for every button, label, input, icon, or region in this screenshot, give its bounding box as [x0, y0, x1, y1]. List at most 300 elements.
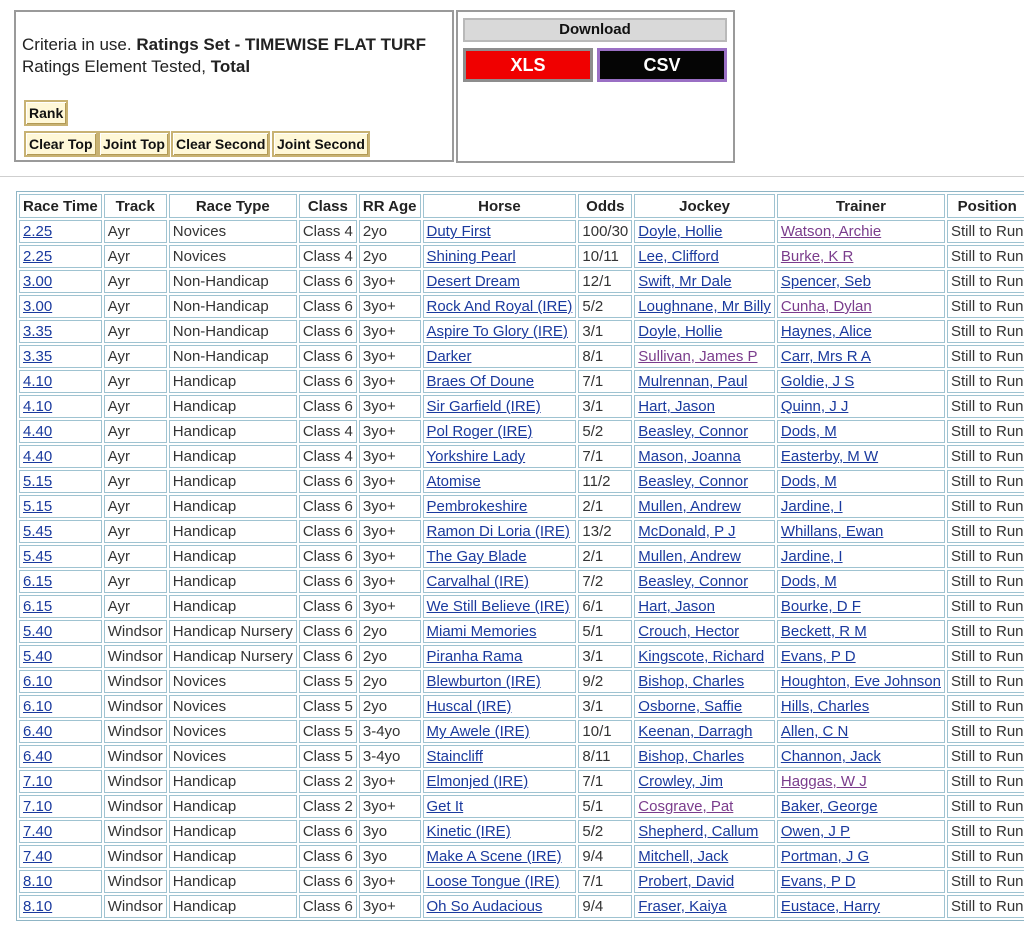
- table-row: [19, 770, 1024, 793]
- cell-class: Class 5: [299, 670, 357, 693]
- header-row: [19, 194, 1024, 218]
- cell-age: 3yo+: [359, 320, 421, 343]
- cell-position: Still to Run: [947, 345, 1024, 368]
- column-header-jockey: Jockey: [634, 194, 775, 218]
- table-row: [19, 545, 1024, 568]
- cell-position: Still to Run: [947, 395, 1024, 418]
- cell-track: Ayr: [104, 320, 167, 343]
- cell-position: Still to Run: [947, 895, 1024, 918]
- horse-link[interactable]: Braes Of Doune: [426, 373, 535, 390]
- table-row: [19, 245, 1024, 268]
- trainer-link[interactable]: Goldie, J S: [780, 373, 855, 390]
- cell-horse: [423, 245, 577, 268]
- trainer-link[interactable]: Beckett, R M: [780, 623, 867, 640]
- jockey-link[interactable]: Mitchell, Jack: [638, 848, 729, 865]
- joint-second-button[interactable]: Joint Second: [272, 131, 370, 157]
- cell-trainer: [777, 220, 945, 243]
- horse-link[interactable]: Huscal (IRE): [426, 698, 512, 715]
- cell-time: [19, 845, 102, 868]
- cell-type: Novices: [169, 245, 297, 268]
- trainer-link[interactable]: Channon, Jack: [780, 748, 881, 765]
- cell-position: Still to Run: [947, 820, 1024, 843]
- cell-position: Still to Run: [947, 695, 1024, 718]
- jockey-link[interactable]: Osborne, Saffie: [638, 698, 743, 715]
- table-row: [19, 420, 1024, 443]
- cell-horse: [423, 695, 577, 718]
- table-row: [19, 895, 1024, 918]
- cell-time: [19, 895, 102, 918]
- time-link[interactable]: 7.10: [23, 773, 53, 790]
- cell-trainer: [777, 895, 945, 918]
- cell-type: Handicap: [169, 395, 297, 418]
- cell-track: Ayr: [104, 295, 167, 318]
- jockey-link[interactable]: Mullen, Andrew: [638, 498, 741, 515]
- cell-time: [19, 720, 102, 743]
- cell-age: 3yo+: [359, 470, 421, 493]
- cell-age: 3yo+: [359, 870, 421, 893]
- horse-link[interactable]: Elmonjed (IRE): [426, 773, 529, 790]
- cell-odds: 5/2: [578, 295, 632, 318]
- cell-class: Class 4: [299, 220, 357, 243]
- trainer-link[interactable]: Eustace, Harry: [780, 898, 881, 915]
- jockey-link[interactable]: McDonald, P J: [638, 523, 736, 540]
- cell-odds: 3/1: [578, 645, 632, 668]
- cell-trainer: [777, 520, 945, 543]
- trainer-link[interactable]: Allen, C N: [780, 723, 849, 740]
- results-body: [19, 220, 1024, 918]
- time-link[interactable]: 3.35: [23, 323, 53, 340]
- horse-link[interactable]: Desert Dream: [426, 273, 520, 290]
- trainer-link[interactable]: Baker, George: [780, 798, 878, 815]
- trainer-link[interactable]: Burke, K R: [780, 248, 854, 265]
- cell-age: 3-4yo: [359, 720, 421, 743]
- trainer-link[interactable]: Quinn, J J: [780, 398, 849, 415]
- cell-trainer: [777, 770, 945, 793]
- cell-class: Class 6: [299, 620, 357, 643]
- cell-trainer: [777, 745, 945, 768]
- jockey-link[interactable]: Swift, Mr Dale: [638, 273, 732, 290]
- time-link[interactable]: 6.15: [23, 573, 53, 590]
- cell-class: Class 6: [299, 820, 357, 843]
- cell-track: Ayr: [104, 495, 167, 518]
- time-link[interactable]: 3.00: [23, 273, 53, 290]
- trainer-link[interactable]: Whillans, Ewan: [780, 523, 884, 540]
- trainer-link[interactable]: Owen, J P: [780, 823, 851, 840]
- cell-track: Ayr: [104, 370, 167, 393]
- cell-jockey: [634, 870, 775, 893]
- trainer-link[interactable]: Dods, M: [780, 473, 837, 490]
- trainer-link[interactable]: Dods, M: [780, 423, 837, 440]
- cell-class: Class 6: [299, 570, 357, 593]
- jockey-link[interactable]: Cosgrave, Pat: [638, 798, 734, 815]
- trainer-link[interactable]: Jardine, I: [780, 548, 843, 565]
- results-table: [16, 191, 1024, 921]
- cell-class: Class 6: [299, 395, 357, 418]
- time-link[interactable]: 2.25: [23, 223, 53, 240]
- jockey-link[interactable]: Crouch, Hector: [638, 623, 740, 640]
- trainer-link[interactable]: Cunha, Dylan: [780, 298, 872, 315]
- time-link[interactable]: 8.10: [23, 873, 53, 890]
- cell-trainer: [777, 645, 945, 668]
- time-link[interactable]: 7.10: [23, 798, 53, 815]
- cell-jockey: [634, 470, 775, 493]
- cell-trainer: [777, 470, 945, 493]
- cell-jockey: [634, 795, 775, 818]
- cell-odds: 13/2: [578, 520, 632, 543]
- horse-link[interactable]: Oh So Audacious: [426, 898, 543, 915]
- jockey-link[interactable]: Hart, Jason: [638, 598, 715, 615]
- cell-age: 2yo: [359, 645, 421, 668]
- cell-class: Class 6: [299, 845, 357, 868]
- cell-time: [19, 395, 102, 418]
- cell-time: [19, 420, 102, 443]
- cell-horse: [423, 345, 577, 368]
- table-row: [19, 295, 1024, 318]
- cell-odds: 12/1: [578, 270, 632, 293]
- trainer-link[interactable]: Houghton, Eve Johnson: [780, 673, 941, 690]
- table-row: [19, 845, 1024, 868]
- horse-link[interactable]: Get It: [426, 798, 464, 815]
- horse-link[interactable]: The Gay Blade: [426, 548, 527, 565]
- horse-link[interactable]: Miami Memories: [426, 623, 537, 640]
- cell-position: Still to Run: [947, 570, 1024, 593]
- cell-horse: [423, 495, 577, 518]
- cell-odds: 5/1: [578, 795, 632, 818]
- table-row: [19, 620, 1024, 643]
- time-link[interactable]: 3.35: [23, 348, 53, 365]
- cell-time: [19, 745, 102, 768]
- cell-age: 3yo+: [359, 370, 421, 393]
- cell-jockey: [634, 445, 775, 468]
- cell-time: [19, 620, 102, 643]
- time-link[interactable]: 6.15: [23, 598, 53, 615]
- cell-time: [19, 695, 102, 718]
- jockey-link[interactable]: Crowley, Jim: [638, 773, 724, 790]
- column-header-race-time: Race Time: [19, 194, 102, 218]
- cell-age: 3yo+: [359, 570, 421, 593]
- cell-jockey: [634, 670, 775, 693]
- table-row: [19, 445, 1024, 468]
- time-link[interactable]: 5.15: [23, 498, 53, 515]
- column-header-rr-age: RR Age: [359, 194, 421, 218]
- jockey-link[interactable]: Hart, Jason: [638, 398, 715, 415]
- cell-class: Class 4: [299, 420, 357, 443]
- cell-track: Ayr: [104, 420, 167, 443]
- horse-link[interactable]: Pembrokeshire: [426, 498, 528, 515]
- cell-age: 3yo+: [359, 495, 421, 518]
- cell-odds: 10/1: [578, 720, 632, 743]
- cell-time: [19, 570, 102, 593]
- jockey-link[interactable]: Doyle, Hollie: [638, 223, 723, 240]
- cell-position: Still to Run: [947, 870, 1024, 893]
- jockey-link[interactable]: Doyle, Hollie: [638, 323, 723, 340]
- cell-trainer: [777, 870, 945, 893]
- horse-link[interactable]: Darker: [426, 348, 472, 365]
- csv-download-button[interactable]: CSV: [597, 48, 727, 82]
- cell-track: Ayr: [104, 395, 167, 418]
- cell-age: 3yo+: [359, 270, 421, 293]
- cell-time: [19, 320, 102, 343]
- cell-type: Handicap: [169, 870, 297, 893]
- cell-jockey: [634, 570, 775, 593]
- cell-age: 2yo: [359, 670, 421, 693]
- time-link[interactable]: 2.25: [23, 248, 53, 265]
- horse-link[interactable]: Shining Pearl: [426, 248, 516, 265]
- trainer-link[interactable]: Easterby, M W: [780, 448, 879, 465]
- jockey-link[interactable]: Kingscote, Richard: [638, 648, 765, 665]
- trainer-link[interactable]: Evans, P D: [780, 873, 856, 890]
- cell-odds: 7/1: [578, 370, 632, 393]
- cell-horse: [423, 545, 577, 568]
- cell-type: Novices: [169, 695, 297, 718]
- cell-trainer: [777, 320, 945, 343]
- criteria-prefix: Criteria in use.: [22, 35, 132, 54]
- cell-time: [19, 445, 102, 468]
- cell-position: Still to Run: [947, 620, 1024, 643]
- cell-time: [19, 220, 102, 243]
- cell-time: [19, 795, 102, 818]
- horse-link[interactable]: Duty First: [426, 223, 491, 240]
- cell-type: Non-Handicap: [169, 320, 297, 343]
- cell-odds: 100/30: [578, 220, 632, 243]
- cell-jockey: [634, 545, 775, 568]
- cell-horse: [423, 270, 577, 293]
- time-link[interactable]: 4.40: [23, 423, 53, 440]
- cell-jockey: [634, 370, 775, 393]
- horse-link[interactable]: Rock And Royal (IRE): [426, 298, 573, 315]
- trainer-link[interactable]: Haynes, Alice: [780, 323, 872, 340]
- cell-age: 3-4yo: [359, 745, 421, 768]
- cell-type: Handicap: [169, 520, 297, 543]
- cell-position: Still to Run: [947, 245, 1024, 268]
- jockey-link[interactable]: Beasley, Connor: [638, 573, 749, 590]
- time-link[interactable]: 4.10: [23, 398, 53, 415]
- jockey-link[interactable]: Beasley, Connor: [638, 473, 749, 490]
- cell-class: Class 6: [299, 470, 357, 493]
- cell-track: Windsor: [104, 770, 167, 793]
- time-link[interactable]: 6.40: [23, 723, 53, 740]
- time-link[interactable]: 5.15: [23, 473, 53, 490]
- cell-type: Handicap: [169, 795, 297, 818]
- jockey-link[interactable]: Bishop, Charles: [638, 748, 745, 765]
- trainer-link[interactable]: Haggas, W J: [780, 773, 867, 790]
- jockey-link[interactable]: Fraser, Kaiya: [638, 898, 727, 915]
- cell-time: [19, 295, 102, 318]
- cell-horse: [423, 670, 577, 693]
- jockey-link[interactable]: Mason, Joanna: [638, 448, 741, 465]
- jockey-link[interactable]: Probert, David: [638, 873, 735, 890]
- cell-position: Still to Run: [947, 495, 1024, 518]
- cell-jockey: [634, 295, 775, 318]
- table-row: [19, 520, 1024, 543]
- horse-link[interactable]: Aspire To Glory (IRE): [426, 323, 568, 340]
- jockey-link[interactable]: Loughnane, Mr Billy: [638, 298, 771, 315]
- cell-track: Windsor: [104, 820, 167, 843]
- clear-second-button[interactable]: Clear Second: [171, 131, 270, 157]
- cell-time: [19, 820, 102, 843]
- cell-odds: 7/1: [578, 445, 632, 468]
- table-row: [19, 345, 1024, 368]
- trainer-link[interactable]: Watson, Archie: [780, 223, 882, 240]
- cell-trainer: [777, 845, 945, 868]
- cell-jockey: [634, 245, 775, 268]
- trainer-link[interactable]: Spencer, Seb: [780, 273, 871, 290]
- time-link[interactable]: 5.40: [23, 648, 53, 665]
- cell-age: 3yo+: [359, 395, 421, 418]
- time-link[interactable]: 7.40: [23, 848, 53, 865]
- horse-link[interactable]: Carvalhal (IRE): [426, 573, 530, 590]
- cell-position: Still to Run: [947, 720, 1024, 743]
- cell-type: Handicap: [169, 545, 297, 568]
- cell-position: Still to Run: [947, 470, 1024, 493]
- cell-odds: 3/1: [578, 320, 632, 343]
- horse-link[interactable]: Make A Scene (IRE): [426, 848, 562, 865]
- column-header-odds: Odds: [578, 194, 632, 218]
- trainer-link[interactable]: Carr, Mrs R A: [780, 348, 871, 365]
- cell-odds: 7/1: [578, 770, 632, 793]
- cell-trainer: [777, 495, 945, 518]
- cell-position: Still to Run: [947, 295, 1024, 318]
- cell-horse: [423, 770, 577, 793]
- horse-link[interactable]: We Still Believe (IRE): [426, 598, 570, 615]
- trainer-link[interactable]: Hills, Charles: [780, 698, 870, 715]
- cell-horse: [423, 720, 577, 743]
- joint-top-button[interactable]: Joint Top: [98, 131, 170, 157]
- cell-track: Windsor: [104, 645, 167, 668]
- horse-link[interactable]: Atomise: [426, 473, 481, 490]
- cell-time: [19, 770, 102, 793]
- cell-track: Ayr: [104, 345, 167, 368]
- trainer-link[interactable]: Dods, M: [780, 573, 837, 590]
- cell-odds: 5/1: [578, 620, 632, 643]
- jockey-link[interactable]: Bishop, Charles: [638, 673, 745, 690]
- cell-trainer: [777, 395, 945, 418]
- cell-track: Ayr: [104, 520, 167, 543]
- jockey-link[interactable]: Beasley, Connor: [638, 423, 749, 440]
- cell-age: 2yo: [359, 620, 421, 643]
- cell-class: Class 5: [299, 745, 357, 768]
- jockey-link[interactable]: Lee, Clifford: [638, 248, 719, 265]
- time-link[interactable]: 6.40: [23, 748, 53, 765]
- cell-horse: [423, 220, 577, 243]
- jockey-link[interactable]: Shepherd, Callum: [638, 823, 759, 840]
- cell-horse: [423, 595, 577, 618]
- horse-link[interactable]: Yorkshire Lady: [426, 448, 526, 465]
- time-link[interactable]: 4.10: [23, 373, 53, 390]
- xls-download-button[interactable]: XLS: [463, 48, 593, 82]
- horse-link[interactable]: My Awele (IRE): [426, 723, 530, 740]
- time-link[interactable]: 6.10: [23, 673, 53, 690]
- cell-track: Windsor: [104, 745, 167, 768]
- cell-position: Still to Run: [947, 420, 1024, 443]
- trainer-link[interactable]: Jardine, I: [780, 498, 843, 515]
- cell-horse: [423, 320, 577, 343]
- cell-trainer: [777, 345, 945, 368]
- cell-jockey: [634, 845, 775, 868]
- cell-time: [19, 545, 102, 568]
- horse-link[interactable]: Piranha Rama: [426, 648, 523, 665]
- cell-track: Ayr: [104, 470, 167, 493]
- cell-class: Class 5: [299, 695, 357, 718]
- cell-odds: 5/2: [578, 420, 632, 443]
- cell-type: Novices: [169, 220, 297, 243]
- trainer-link[interactable]: Evans, P D: [780, 648, 856, 665]
- jockey-link[interactable]: Mullen, Andrew: [638, 548, 741, 565]
- table-row: [19, 220, 1024, 243]
- horse-link[interactable]: Staincliff: [426, 748, 483, 765]
- cell-trainer: [777, 420, 945, 443]
- jockey-link[interactable]: Keenan, Darragh: [638, 723, 753, 740]
- jockey-link[interactable]: Mulrennan, Paul: [638, 373, 748, 390]
- table-row: [19, 670, 1024, 693]
- clear-top-button[interactable]: Clear Top: [24, 131, 98, 157]
- time-link[interactable]: 5.45: [23, 548, 53, 565]
- table-row: [19, 720, 1024, 743]
- horse-link[interactable]: Loose Tongue (IRE): [426, 873, 560, 890]
- cell-jockey: [634, 595, 775, 618]
- table-row: [19, 370, 1024, 393]
- trainer-link[interactable]: Portman, J G: [780, 848, 870, 865]
- time-link[interactable]: 8.10: [23, 898, 53, 915]
- cell-trainer: [777, 295, 945, 318]
- cell-odds: 5/2: [578, 820, 632, 843]
- cell-class: Class 5: [299, 720, 357, 743]
- jockey-link[interactable]: Sullivan, James P: [638, 348, 758, 365]
- cell-track: Ayr: [104, 245, 167, 268]
- cell-jockey: [634, 820, 775, 843]
- cell-type: Non-Handicap: [169, 270, 297, 293]
- time-link[interactable]: 6.10: [23, 698, 53, 715]
- cell-track: Ayr: [104, 270, 167, 293]
- horse-link[interactable]: Kinetic (IRE): [426, 823, 511, 840]
- time-link[interactable]: 5.45: [23, 523, 53, 540]
- cell-type: Handicap Nursery: [169, 645, 297, 668]
- ratings-set: Ratings Set - TIMEWISE FLAT TURF: [136, 35, 426, 54]
- cell-track: Windsor: [104, 620, 167, 643]
- time-link[interactable]: 4.40: [23, 448, 53, 465]
- cell-track: Windsor: [104, 845, 167, 868]
- table-row: [19, 270, 1024, 293]
- time-link[interactable]: 5.40: [23, 623, 53, 640]
- horse-link[interactable]: Ramon Di Loria (IRE): [426, 523, 570, 540]
- cell-horse: [423, 470, 577, 493]
- cell-age: 3yo: [359, 845, 421, 868]
- cell-type: Handicap: [169, 895, 297, 918]
- cell-age: 2yo: [359, 245, 421, 268]
- table-row: [19, 745, 1024, 768]
- horse-link[interactable]: Blewburton (IRE): [426, 673, 541, 690]
- rank-button[interactable]: Rank: [24, 100, 68, 126]
- cell-track: Ayr: [104, 570, 167, 593]
- cell-track: Windsor: [104, 795, 167, 818]
- cell-horse: [423, 570, 577, 593]
- cell-track: Windsor: [104, 695, 167, 718]
- trainer-link[interactable]: Bourke, D F: [780, 598, 861, 615]
- download-panel: [456, 10, 735, 163]
- horse-link[interactable]: Pol Roger (IRE): [426, 423, 533, 440]
- time-link[interactable]: 3.00: [23, 298, 53, 315]
- cell-age: 3yo+: [359, 545, 421, 568]
- horse-link[interactable]: Sir Garfield (IRE): [426, 398, 541, 415]
- cell-position: Still to Run: [947, 270, 1024, 293]
- cell-track: Windsor: [104, 895, 167, 918]
- element-label: Ratings Element Tested,: [22, 57, 206, 76]
- cell-track: Windsor: [104, 870, 167, 893]
- cell-horse: [423, 445, 577, 468]
- cell-odds: 10/11: [578, 245, 632, 268]
- time-link[interactable]: 7.40: [23, 823, 53, 840]
- cell-position: Still to Run: [947, 370, 1024, 393]
